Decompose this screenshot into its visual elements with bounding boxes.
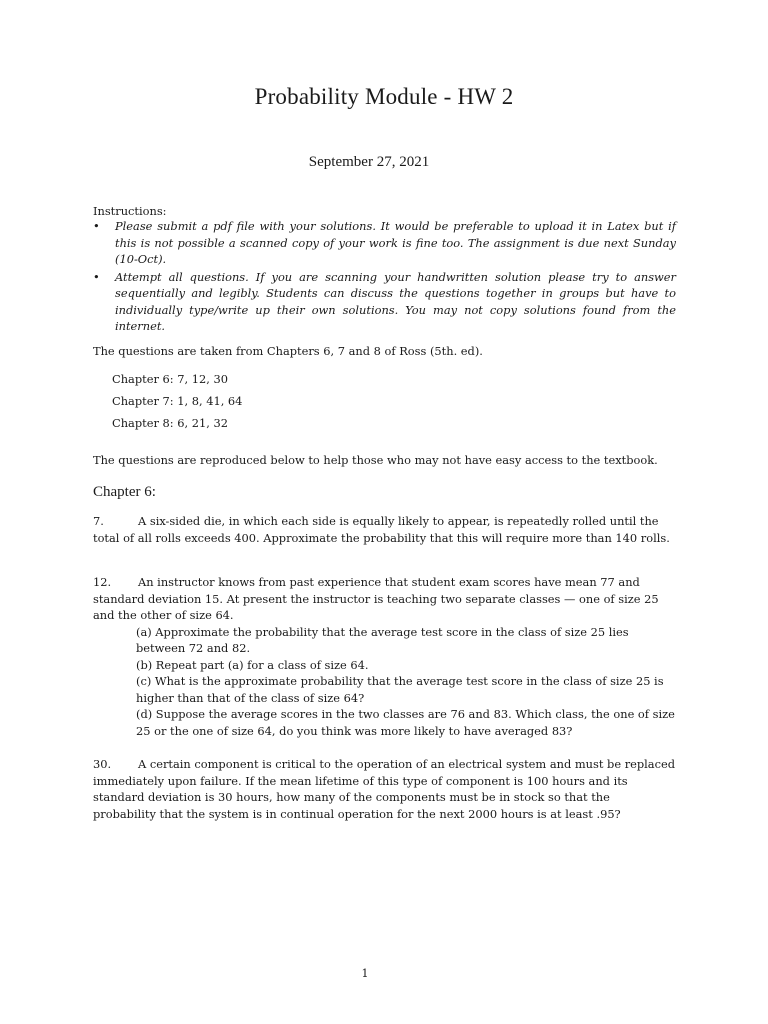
page-number: 1 — [361, 967, 369, 980]
chapter-list-item: Chapter 6: 7, 12, 30 — [112, 372, 228, 386]
question-7 — [93, 513, 676, 546]
reproduced-note: The questions are reproduced below to help those who may not have easy access to the textbook. — [93, 453, 658, 467]
question-12 — [93, 574, 676, 739]
question-part-c: (c) What is the approximate probability that the average test score in the class of size 25 is higher than that of the class of size 64? — [136, 674, 664, 705]
chapter-list-item: Chapter 8: 6, 21, 32 — [112, 416, 228, 430]
document-date: September 27, 2021 — [308, 154, 430, 170]
question-number: 7. — [93, 514, 104, 528]
question-30 — [93, 756, 676, 822]
question-number: 30. — [93, 757, 112, 771]
question-number: 12. — [93, 575, 112, 589]
question-text: An instructor knows from past experience that student exam scores have mean 77 and standard deviation 15. At present the instructor is teaching two separate classes — one of size 25 and the other of size 64. — [93, 575, 659, 622]
bullet-icon: • — [93, 269, 100, 284]
question-text: A certain component is critical to the operation of an electrical system and must be replaced immediately upon failure. If the mean lifetime of this type of component is 100 hours and its standard deviation is 30 hours, how many of the components must be in stock so that the probability that the system is in continual operation for the next 2000 hours is at least .95? — [93, 757, 676, 821]
instruction-text: Attempt all questions. If you are scanning your handwritten solution please try to answer sequentially and legibly. Students can discuss the questions together in groups but have to individually type/write up their own solutions. You may not copy solutions found from the internet. — [115, 269, 676, 333]
bullet-icon: • — [93, 219, 100, 233]
chapter-heading: Chapter 6: — [93, 484, 156, 500]
document-title: Probability Module - HW 2 — [254, 84, 514, 109]
question-part-d: (d) Suppose the average scores in the two classes are 76 and 83. Which class, the one of size 25 or the one of size 64, do you think was more likely to have averaged 83? — [136, 707, 675, 738]
instructions-label: Instructions: — [93, 204, 167, 218]
chapter-question-list — [112, 371, 695, 437]
source-note: The questions are taken from Chapters 6, 7 and 8 of Ross (5th. ed). — [93, 344, 483, 358]
instruction-item — [93, 218, 676, 268]
instruction-text: Please submit a pdf file with your solutions. It would be preferable to upload it in Latex but if this is not possible a scanned copy of your work is fine too. The assignment is due next Sunday (10-Oct). — [115, 219, 676, 266]
instructions-list — [93, 218, 676, 336]
chapter-list-item: Chapter 7: 1, 8, 41, 64 — [112, 394, 243, 408]
question-part-a: (a) Approximate the probability that the average test score in the class of size 25 lies between 72 and 82. — [136, 624, 629, 655]
instruction-item — [93, 269, 676, 335]
question-part-b: (b) Repeat part (a) for a class of size 64. — [136, 657, 369, 672]
question-text: A six-sided die, in which each side is equally likely to appear, is repeatedly rolled until the total of all rolls exceeds 400. Approximate the probability that this will require more than 140 rolls. — [93, 514, 670, 545]
